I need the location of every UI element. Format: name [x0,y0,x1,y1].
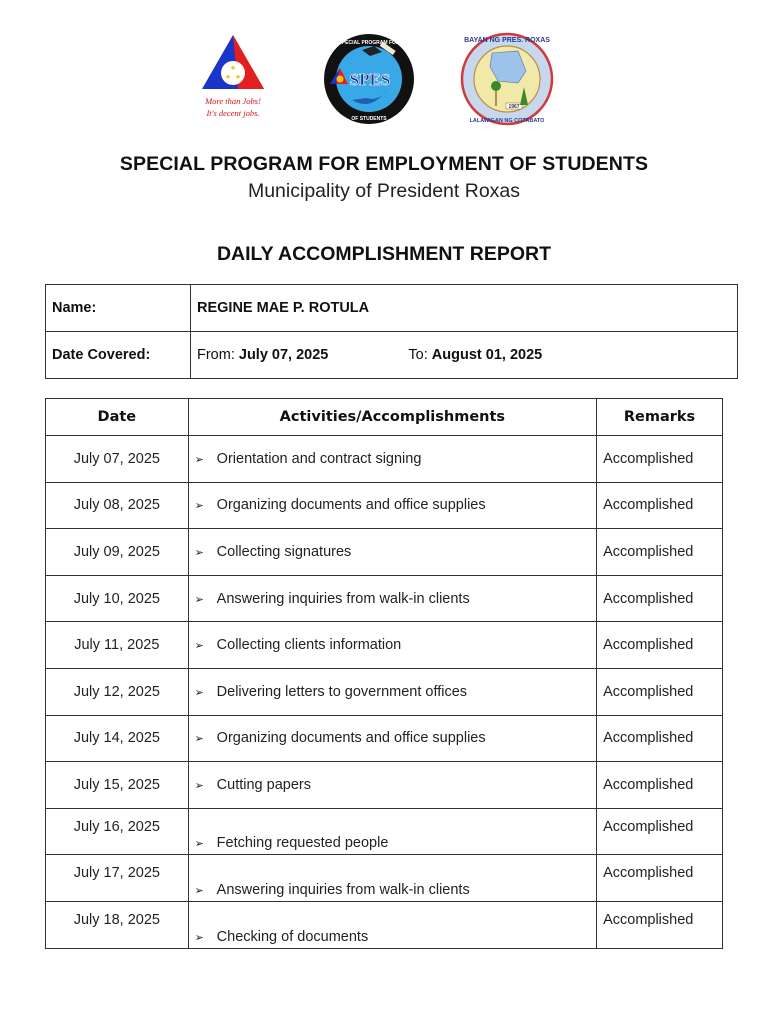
row-date: July 11, 2025 [46,622,189,669]
header-remarks: Remarks [597,399,723,436]
header-date: Date [46,399,189,436]
row-date: July 17, 2025 [46,855,189,902]
arrow-bullet-icon: ➢ [194,838,204,851]
arrow-bullet-icon: ➢ [194,686,204,699]
info-table [45,284,738,379]
svg-text:1967: 1967 [508,104,520,110]
row-activity [188,715,596,762]
date-covered-value [191,332,738,379]
row-date: July 10, 2025 [46,575,189,622]
row-date: July 08, 2025 [46,482,189,529]
activity-text: Organizing documents and office supplies [216,497,486,514]
municipality-subtitle: Municipality of President Roxas [247,180,521,202]
arrow-bullet-icon: ➢ [194,884,204,897]
program-title: SPECIAL PROGRAM FOR EMPLOYMENT OF STUDENTS [119,153,649,175]
header-activities: Activities/Accomplishments [188,399,596,436]
dole-logo [192,33,274,123]
table-row [46,808,723,855]
arrow-bullet-icon: ➢ [194,733,204,746]
date-covered-label: Date Covered: [46,332,191,379]
name-row [46,285,738,332]
arrow-bullet-icon: ➢ [194,779,204,792]
svg-text:★: ★ [224,74,232,81]
activity-text: Delivering letters to government offices [216,683,468,700]
arrow-bullet-icon: ➢ [194,931,204,944]
row-date: July 15, 2025 [46,762,189,809]
svg-text:SPES: SPES [349,70,391,89]
svg-text:LALAWIGAN NG COTABATO: LALAWIGAN NG COTABATO [469,118,545,124]
row-remarks: Accomplished [597,529,723,576]
activity-text: Answering inquiries from walk-in clients [216,881,470,898]
accomplishment-table [45,398,723,949]
report-title: DAILY ACCOMPLISHMENT REPORT [216,243,552,265]
row-activity [188,529,596,576]
row-date: July 14, 2025 [46,715,189,762]
row-activity [188,901,596,948]
row-remarks: Accomplished [597,808,723,855]
activity-text: Collecting signatures [216,543,352,560]
row-date: July 16, 2025 [46,808,189,855]
activity-text: Collecting clients information [216,637,402,654]
row-activity [188,762,596,809]
table-row [46,762,723,809]
spes-logo [322,32,414,126]
table-row [46,436,723,483]
name-text: REGINE MAE P. ROTULA [197,300,370,316]
activity-text: Organizing documents and office supplies [216,730,486,747]
table-row [46,529,723,576]
row-date: July 09, 2025 [46,529,189,576]
name-label: Name: [46,285,191,332]
arrow-bullet-icon: ➢ [194,593,204,606]
arrow-bullet-icon: ➢ [194,640,204,653]
table-row [46,901,723,948]
row-activity [188,575,596,622]
row-date: July 18, 2025 [46,901,189,948]
row-remarks: Accomplished [597,622,723,669]
svg-text:★: ★ [229,65,237,72]
table-row [46,715,723,762]
row-remarks: Accomplished [597,575,723,622]
table-row [46,482,723,529]
row-remarks: Accomplished [597,901,723,948]
row-activity [188,622,596,669]
row-activity [188,855,596,902]
row-date: July 07, 2025 [46,436,189,483]
row-activity [188,436,596,483]
table-header [46,399,723,436]
to-date: August 01, 2025 [431,347,543,363]
activity-text: Cutting papers [216,776,311,793]
row-remarks: Accomplished [597,482,723,529]
arrow-bullet-icon: ➢ [194,546,204,559]
from-label: From: [197,347,239,363]
from-date: July 07, 2025 [238,347,329,363]
table-row [46,668,723,715]
svg-text:It's decent jobs.: It's decent jobs. [206,108,260,118]
row-remarks: Accomplished [597,668,723,715]
table-row [46,855,723,902]
president-roxas-seal [460,31,554,127]
arrow-bullet-icon: ➢ [194,500,204,513]
row-remarks: Accomplished [597,715,723,762]
svg-text:More than Jobs!: More than Jobs! [205,96,261,106]
activity-text: Orientation and contract signing [216,450,422,467]
svg-text:OF STUDENTS: OF STUDENTS [351,116,387,122]
activity-text: Answering inquiries from walk-in clients [216,590,470,607]
name-value [191,285,738,332]
activity-text: Checking of documents [216,928,369,945]
row-remarks: Accomplished [597,762,723,809]
arrow-bullet-icon: ➢ [194,453,204,466]
row-remarks: Accomplished [597,436,723,483]
to-label: To: [408,347,432,363]
date-covered-row [46,332,738,379]
svg-text:BAYAN NG PRES. ROXAS: BAYAN NG PRES. ROXAS [464,37,550,44]
row-activity [188,668,596,715]
row-date: July 12, 2025 [46,668,189,715]
row-remarks: Accomplished [597,855,723,902]
row-activity [188,808,596,855]
row-activity [188,482,596,529]
svg-text:SPECIAL PROGRAM FOR: SPECIAL PROGRAM FOR [338,40,400,46]
svg-text:★: ★ [234,74,242,81]
table-row [46,622,723,669]
table-row [46,575,723,622]
activity-text: Fetching requested people [216,835,389,852]
